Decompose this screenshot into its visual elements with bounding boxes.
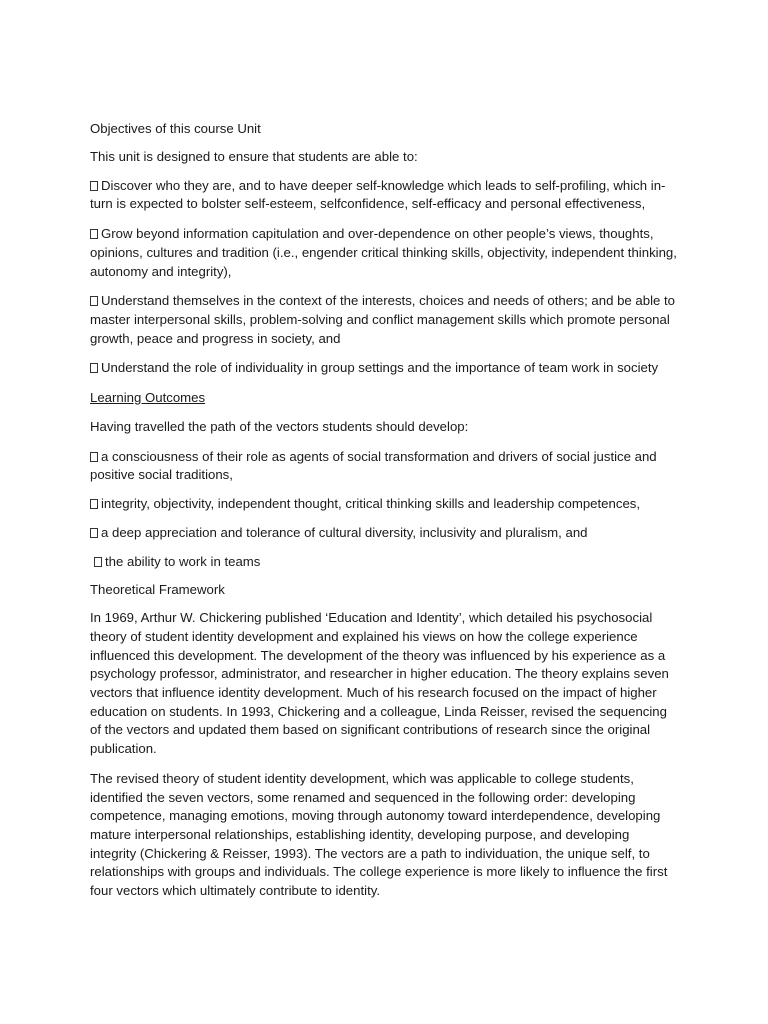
missing-glyph-icon xyxy=(90,363,98,373)
objective-bullet: Understand the role of individuality in group settings and the importance of team work in society xyxy=(90,359,678,378)
missing-glyph-icon xyxy=(90,452,98,462)
objectives-heading: Objectives of this course Unit xyxy=(90,121,261,136)
missing-glyph-icon xyxy=(90,181,98,191)
framework-paragraph: The revised theory of student identity development, which was applicable to college students, identified the seven vectors, some renamed and sequenced in the following order: developing competence, managing emotions, moving through autonomy toward interdependence, developing mature interpersonal relationships, establishing identity, developing purpose, and developing integrity (Chickering & Reisser, 1993). The vectors are a path to individuation, the unique self, to relationships with groups and individuals. The college experience is more likely to influence the first four vectors which ultimately contribute to identity. xyxy=(90,770,668,899)
outcome-bullet: a consciousness of their role as agents of social transformation and drivers of social justice and positive social traditions, xyxy=(90,448,657,483)
missing-glyph-icon xyxy=(90,296,98,306)
objective-bullet: Grow beyond information capitulation and over-dependence on other people’s views, thoughts, opinions, cultures and tradition (i.e., engender critical thinking skills, objectivity, independent thinking, autonomy and integrity), xyxy=(90,226,677,279)
objectives-intro: This unit is designed to ensure that students are able to: xyxy=(90,149,418,164)
missing-glyph-icon xyxy=(90,528,98,538)
outcome-bullet: a deep appreciation and tolerance of cultural diversity, inclusivity and pluralism, and xyxy=(90,524,678,543)
missing-glyph-icon xyxy=(90,499,98,509)
missing-glyph-icon xyxy=(90,229,98,239)
learning-outcomes-heading: Learning Outcomes xyxy=(90,390,206,406)
outcome-bullet: the ability to work in teams xyxy=(90,553,678,572)
missing-glyph-icon xyxy=(94,557,102,567)
objective-bullet: Understand themselves in the context of the interests, choices and needs of others; and be able to master interpersonal skills, problem-solving and conflict management skills which promote personal growth, peace and progress in society, and xyxy=(90,293,676,346)
outcome-bullet: integrity, objectivity, independent thought, critical thinking skills and leadership competences, xyxy=(90,495,678,514)
theoretical-framework-heading: Theoretical Framework xyxy=(90,582,225,598)
objective-bullet: Discover who they are, and to have deeper self-knowledge which leads to self-profiling, which in-turn is expected to bolster self-esteem, selfconfidence, self-efficacy and personal effectiveness, xyxy=(90,177,666,212)
learning-outcomes-intro: Having travelled the path of the vectors students should develop: xyxy=(90,419,469,435)
framework-paragraph: In 1969, Arthur W. Chickering published ‘Education and Identity’, which detailed his psychosocial theory of student identity development and explained his views on how the college experience influenced this development. The development of the theory was influenced by his experience as a psychology professor, administrator, and researcher in higher education. The theory explains seven vectors that influence identity development. Much of his research focused on the impact of higher education on students. In 1993, Chickering and a colleague, Linda Reisser, revised the sequencing of the vectors and updated them based on significant contributions of research since the original publication. xyxy=(90,610,669,757)
